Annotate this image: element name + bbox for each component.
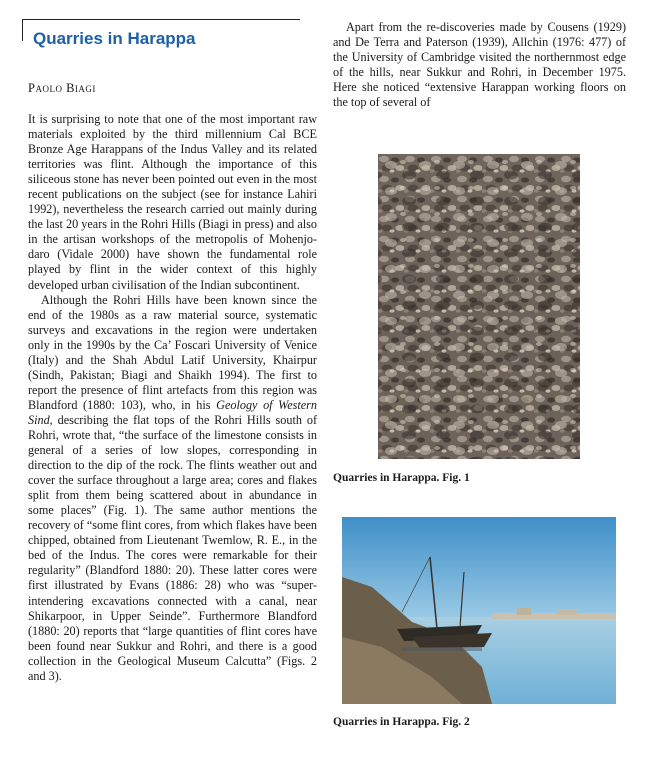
paragraph-2 (28, 293, 317, 684)
figure-2-photo (342, 517, 616, 704)
book-title: Geology of Western Sind (28, 397, 317, 427)
figure-1-photo (378, 154, 580, 459)
article-author: Paolo Biagi (28, 81, 96, 95)
right-paragraph-1: Apart from the re-discoveries made by Cousens (1929) and De Terra and Paterson (1939), Allchin (1976: 477) of the University of Cambridge visited the northernmost edge of the hills, near Sukkur and Rohri, in December 1975. Here she noticed “extensive Harappan working floors on the top of several of (333, 20, 626, 110)
paragraph-1: It is surprising to note that one of the most important raw materials exploited by the third millennium Cal BCE Bronze Age Harappans of the Indus Valley and its related territories was flint. Although the importance of this siliceous stone has never been pointed out even in the most recent publications on the subject (see for instance Lahiri 1992), nevertheless the research carried out mainly during the last 20 years in the Rohri Hills (Biagi in press) and also in the artisan workshops of the metropolis of Mohenjo-daro (Vidale 2000) have shown the fundamental role played by flint in the wider context of this highly developed urban civilisation of the Indian subcontinent. (28, 112, 317, 292)
article-title: Quarries in Harappa (33, 29, 196, 48)
paragraph-2-part-b: , describing the flat tops of the Rohri Hills south of Rohri, wrote that, “the surface of the limestone consists in general of a series of low slopes, corresponding in direction to the dip of the rock. The flints weather out and cover the surface throughout a large area; cores and flakes split from them being scattered about in abundance in some places” (Fig. 1). The same author mentions the recovery of “some flint cores, from which flakes have been chipped, obtained from Lieutenant Twemlow, R. E., in the bed of the Indus. The cores were remarkable for their regularity” (Blandford 1880: 20). These latter cores were first illustrated by Evans (1886: 28) who was “super-intendering excavations connected with a canal, near Shikarpoor, in Upper Seinde”. Furthermore Blandford (1880: 20) reports that “large quantities of flint cores have been found near Sukkur and Rohri, and there is a good collection in the Geological Museum Calcutta” (Figs. 2 and 3). (28, 412, 317, 683)
figure-2-caption: Quarries in Harappa. Fig. 2 (333, 716, 470, 728)
right-column (333, 20, 626, 110)
header-rule (22, 19, 300, 20)
left-column (28, 112, 317, 684)
header-rule-tick (22, 19, 23, 41)
figure-1-caption: Quarries in Harappa. Fig. 1 (333, 472, 470, 484)
paragraph-2-part-a: Although the Rohri Hills have been known since the end of the 1980s as a raw material source, systematic surveys and excavations in the region were undertaken only in the 1990s by the Ca’ Foscari University of Venice (Italy) and the Shah Abdul Latif University, Khairpur (Sindh, Pakistan; Biagi and Shaikh 1994). The first to report the presence of flint artefacts from this region was Blandford (1880: 103), who, in his (28, 292, 317, 412)
